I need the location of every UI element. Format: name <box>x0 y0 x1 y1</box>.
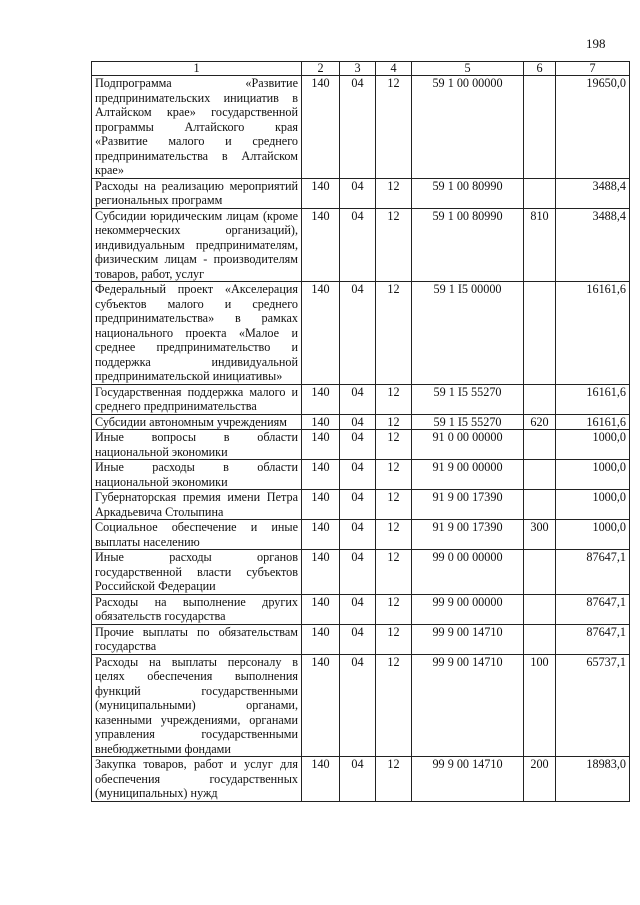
table-row <box>92 490 630 520</box>
row-target-article-cell: 91 9 00 00000 <box>412 460 524 490</box>
row-code-cell: 140 <box>302 414 340 430</box>
row-code-cell: 140 <box>302 384 340 414</box>
table-row <box>92 282 630 385</box>
row-subsection-cell: 12 <box>376 757 412 802</box>
row-target-article-cell: 99 9 00 14710 <box>412 654 524 757</box>
row-name-cell: Субсидии автономным учреждениям <box>92 414 302 430</box>
row-expense-type-cell <box>524 282 556 385</box>
table-row <box>92 654 630 757</box>
row-code-cell: 140 <box>302 624 340 654</box>
row-name-cell: Федеральный проект «Акселерация субъектов малого и среднего предпринимательства» в рамках национального проекта «Малое и среднее предпринимательство и поддержка индивидуальной предпринимательской инициативы» <box>92 282 302 385</box>
row-target-article-cell: 59 1 00 80990 <box>412 178 524 208</box>
row-subsection-cell: 12 <box>376 594 412 624</box>
row-section-cell: 04 <box>340 208 376 282</box>
row-expense-type-cell <box>524 384 556 414</box>
column-header: 4 <box>376 62 412 76</box>
row-code-cell: 140 <box>302 208 340 282</box>
row-target-article-cell: 59 1 00 00000 <box>412 76 524 179</box>
row-name-cell: Закупка товаров, работ и услуг для обеспечения государственных (муниципальных) нужд <box>92 757 302 802</box>
row-section-cell: 04 <box>340 550 376 595</box>
row-expense-type-cell <box>524 430 556 460</box>
row-amount-cell: 1000,0 <box>556 520 630 550</box>
row-target-article-cell: 99 9 00 00000 <box>412 594 524 624</box>
row-expense-type-cell: 200 <box>524 757 556 802</box>
table-header-row <box>92 62 630 76</box>
row-code-cell: 140 <box>302 654 340 757</box>
row-amount-cell: 1000,0 <box>556 490 630 520</box>
row-expense-type-cell <box>524 624 556 654</box>
row-amount-cell: 65737,1 <box>556 654 630 757</box>
table-row <box>92 178 630 208</box>
table-row <box>92 460 630 490</box>
row-name-cell: Иные расходы органов государственной власти субъектов Российской Федерации <box>92 550 302 595</box>
row-name-cell: Иные вопросы в области национальной экономики <box>92 430 302 460</box>
row-name-cell: Расходы на выполнение других обязательств государства <box>92 594 302 624</box>
row-expense-type-cell: 100 <box>524 654 556 757</box>
row-name-cell: Подпрограмма «Развитие предпринимательских инициатив в Алтайском крае» государственной программы Алтайского края «Развитие малого и среднего предпринимательства в Алтайском крае» <box>92 76 302 179</box>
row-section-cell: 04 <box>340 178 376 208</box>
column-header: 7 <box>556 62 630 76</box>
row-name-cell: Расходы на выплаты персоналу в целях обеспечения выполнения функций государственными (муниципальными) органами, казенными учреждениями, органами управления государственными внебюджетными фондами <box>92 654 302 757</box>
row-subsection-cell: 12 <box>376 460 412 490</box>
row-expense-type-cell <box>524 550 556 595</box>
row-section-cell: 04 <box>340 460 376 490</box>
row-amount-cell: 87647,1 <box>556 624 630 654</box>
column-header: 3 <box>340 62 376 76</box>
row-amount-cell: 16161,6 <box>556 282 630 385</box>
row-code-cell: 140 <box>302 178 340 208</box>
row-target-article-cell: 59 1 I5 00000 <box>412 282 524 385</box>
row-subsection-cell: 12 <box>376 550 412 595</box>
table-row <box>92 76 630 179</box>
row-expense-type-cell: 620 <box>524 414 556 430</box>
row-target-article-cell: 91 9 00 17390 <box>412 490 524 520</box>
row-amount-cell: 87647,1 <box>556 594 630 624</box>
row-name-cell: Субсидии юридическим лицам (кроме некоммерческих организаций), индивидуальным предпринимателям, физическим лицам - производителям товаров, работ, услуг <box>92 208 302 282</box>
row-expense-type-cell <box>524 460 556 490</box>
table-row <box>92 594 630 624</box>
row-subsection-cell: 12 <box>376 178 412 208</box>
row-amount-cell: 1000,0 <box>556 430 630 460</box>
row-amount-cell: 18983,0 <box>556 757 630 802</box>
row-code-cell: 140 <box>302 594 340 624</box>
row-expense-type-cell <box>524 178 556 208</box>
row-name-cell: Прочие выплаты по обязательствам государства <box>92 624 302 654</box>
row-expense-type-cell: 810 <box>524 208 556 282</box>
row-target-article-cell: 59 1 00 80990 <box>412 208 524 282</box>
row-section-cell: 04 <box>340 594 376 624</box>
row-code-cell: 140 <box>302 757 340 802</box>
row-code-cell: 140 <box>302 520 340 550</box>
table-row <box>92 414 630 430</box>
row-expense-type-cell: 300 <box>524 520 556 550</box>
row-amount-cell: 19650,0 <box>556 76 630 179</box>
table-row <box>92 384 630 414</box>
page-number: 198 <box>586 36 606 51</box>
row-code-cell: 140 <box>302 282 340 385</box>
row-amount-cell: 1000,0 <box>556 460 630 490</box>
row-target-article-cell: 91 0 00 00000 <box>412 430 524 460</box>
row-expense-type-cell <box>524 490 556 520</box>
row-code-cell: 140 <box>302 430 340 460</box>
row-target-article-cell: 99 0 00 00000 <box>412 550 524 595</box>
table-row <box>92 550 630 595</box>
row-expense-type-cell <box>524 76 556 179</box>
row-subsection-cell: 12 <box>376 520 412 550</box>
row-name-cell: Расходы на реализацию мероприятий региональных программ <box>92 178 302 208</box>
row-amount-cell: 3488,4 <box>556 208 630 282</box>
row-target-article-cell: 59 1 I5 55270 <box>412 414 524 430</box>
row-code-cell: 140 <box>302 550 340 595</box>
row-section-cell: 04 <box>340 624 376 654</box>
budget-table <box>91 61 630 802</box>
row-subsection-cell: 12 <box>376 282 412 385</box>
row-code-cell: 140 <box>302 76 340 179</box>
table-row <box>92 624 630 654</box>
table-row <box>92 520 630 550</box>
row-name-cell: Иные расходы в области национальной экономики <box>92 460 302 490</box>
row-target-article-cell: 59 1 I5 55270 <box>412 384 524 414</box>
row-subsection-cell: 12 <box>376 384 412 414</box>
row-subsection-cell: 12 <box>376 654 412 757</box>
row-subsection-cell: 12 <box>376 208 412 282</box>
row-amount-cell: 87647,1 <box>556 550 630 595</box>
column-header: 1 <box>92 62 302 76</box>
row-amount-cell: 3488,4 <box>556 178 630 208</box>
row-subsection-cell: 12 <box>376 624 412 654</box>
row-section-cell: 04 <box>340 76 376 179</box>
row-subsection-cell: 12 <box>376 490 412 520</box>
row-subsection-cell: 12 <box>376 430 412 460</box>
row-subsection-cell: 12 <box>376 414 412 430</box>
table-row <box>92 208 630 282</box>
row-section-cell: 04 <box>340 282 376 385</box>
row-name-cell: Социальное обеспечение и иные выплаты населению <box>92 520 302 550</box>
column-header: 6 <box>524 62 556 76</box>
row-code-cell: 140 <box>302 460 340 490</box>
row-target-article-cell: 91 9 00 17390 <box>412 520 524 550</box>
row-expense-type-cell <box>524 594 556 624</box>
row-target-article-cell: 99 9 00 14710 <box>412 757 524 802</box>
table-row <box>92 757 630 802</box>
row-amount-cell: 16161,6 <box>556 384 630 414</box>
row-section-cell: 04 <box>340 414 376 430</box>
column-header: 2 <box>302 62 340 76</box>
row-target-article-cell: 99 9 00 14710 <box>412 624 524 654</box>
row-subsection-cell: 12 <box>376 76 412 179</box>
row-section-cell: 04 <box>340 520 376 550</box>
row-section-cell: 04 <box>340 384 376 414</box>
table-row <box>92 430 630 460</box>
column-header: 5 <box>412 62 524 76</box>
row-section-cell: 04 <box>340 490 376 520</box>
row-section-cell: 04 <box>340 430 376 460</box>
row-section-cell: 04 <box>340 654 376 757</box>
row-section-cell: 04 <box>340 757 376 802</box>
row-amount-cell: 16161,6 <box>556 414 630 430</box>
row-name-cell: Государственная поддержка малого и среднего предпринимательства <box>92 384 302 414</box>
row-name-cell: Губернаторская премия имени Петра Аркадьевича Столыпина <box>92 490 302 520</box>
row-code-cell: 140 <box>302 490 340 520</box>
